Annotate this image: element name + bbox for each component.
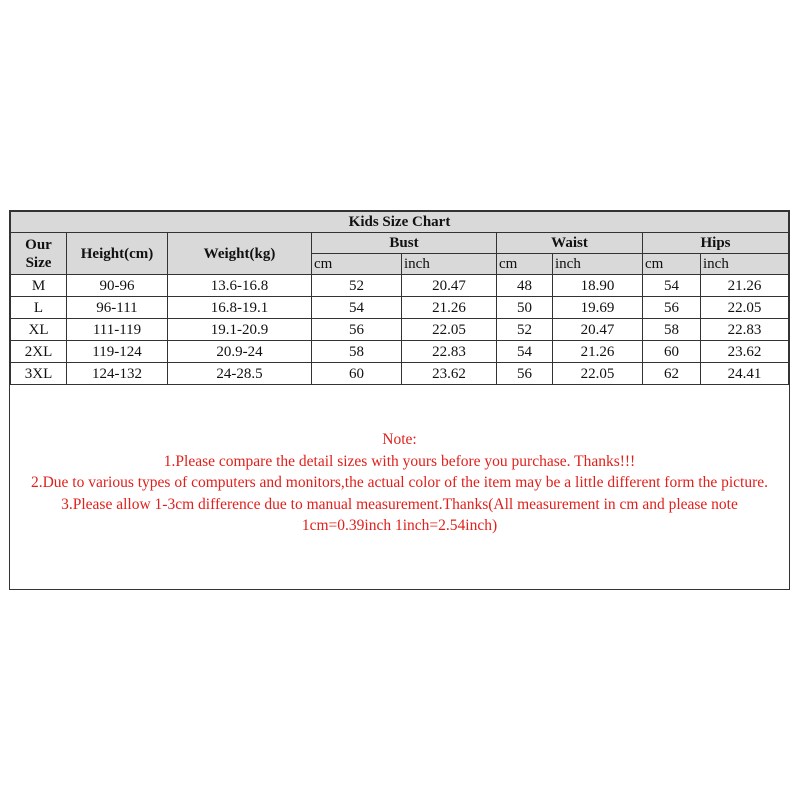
table-cell: 48 [497,275,553,297]
unit-inch: inch [701,254,789,275]
table-cell: 22.83 [701,319,789,341]
header-height: Height(cm) [67,233,168,275]
table-cell: XL [11,319,67,341]
table-cell: 22.83 [402,341,497,363]
table-cell: 119-124 [67,341,168,363]
table-cell: 20.9-24 [168,341,312,363]
table-row [11,297,789,319]
table-cell: 21.26 [402,297,497,319]
table-cell: 50 [497,297,553,319]
table-cell: 22.05 [701,297,789,319]
table-cell: 18.90 [553,275,643,297]
table-cell: 124-132 [67,363,168,385]
note-2: 2.Due to various types of computers and monitors,the actual color of the item may be a little different form the picture. [30,474,769,491]
table-cell: 62 [643,363,701,385]
table-cell: 56 [497,363,553,385]
table-cell: 23.62 [402,363,497,385]
table-cell: 19.1-20.9 [168,319,312,341]
table-row [11,363,789,385]
size-chart [9,210,790,590]
table-cell: 22.05 [402,319,497,341]
table-cell: 54 [643,275,701,297]
unit-cm: cm [312,254,402,275]
table-cell: 90-96 [67,275,168,297]
unit-inch: inch [553,254,643,275]
unit-cm: cm [497,254,553,275]
table-cell: 13.6-16.8 [168,275,312,297]
header-hips: Hips [643,233,789,254]
table-cell: 22.05 [553,363,643,385]
table-row [11,319,789,341]
size-table [10,211,789,385]
header-waist: Waist [497,233,643,254]
header-bust: Bust [312,233,497,254]
table-cell: 54 [312,297,402,319]
table-row [11,341,789,363]
table-cell: 56 [312,319,402,341]
table-cell: 58 [312,341,402,363]
table-cell: 52 [497,319,553,341]
note-3: 3.Please allow 1-3cm difference due to manual measurement.Thanks(All measurement in cm and please note 1cm=0.39inch 1inch=2.54inch) [61,495,738,534]
table-cell: 56 [643,297,701,319]
table-cell: 16.8-19.1 [168,297,312,319]
table-cell: 20.47 [553,319,643,341]
notes [10,429,789,537]
table-cell: 24.41 [701,363,789,385]
table-row [11,275,789,297]
unit-inch: inch [402,254,497,275]
table-cell: 21.26 [553,341,643,363]
header-weight: Weight(kg) [168,233,312,275]
note-title: Note: [382,431,417,448]
table-cell: 2XL [11,341,67,363]
table-cell: 111-119 [67,319,168,341]
note-1: 1.Please compare the detail sizes with yours before you purchase. Thanks!!! [163,452,636,470]
unit-cm: cm [643,254,701,275]
table-cell: 60 [312,363,402,385]
table-cell: 21.26 [701,275,789,297]
table-cell: L [11,297,67,319]
table-cell: 24-28.5 [168,363,312,385]
table-cell: 58 [643,319,701,341]
table-cell: 19.69 [553,297,643,319]
table-cell: 60 [643,341,701,363]
table-cell: 3XL [11,363,67,385]
table-cell: 52 [312,275,402,297]
header-size: Our Size [11,233,67,275]
table-cell: 23.62 [701,341,789,363]
chart-title: Kids Size Chart [11,212,789,233]
table-cell: M [11,275,67,297]
table-cell: 54 [497,341,553,363]
table-cell: 20.47 [402,275,497,297]
table-cell: 96-111 [67,297,168,319]
